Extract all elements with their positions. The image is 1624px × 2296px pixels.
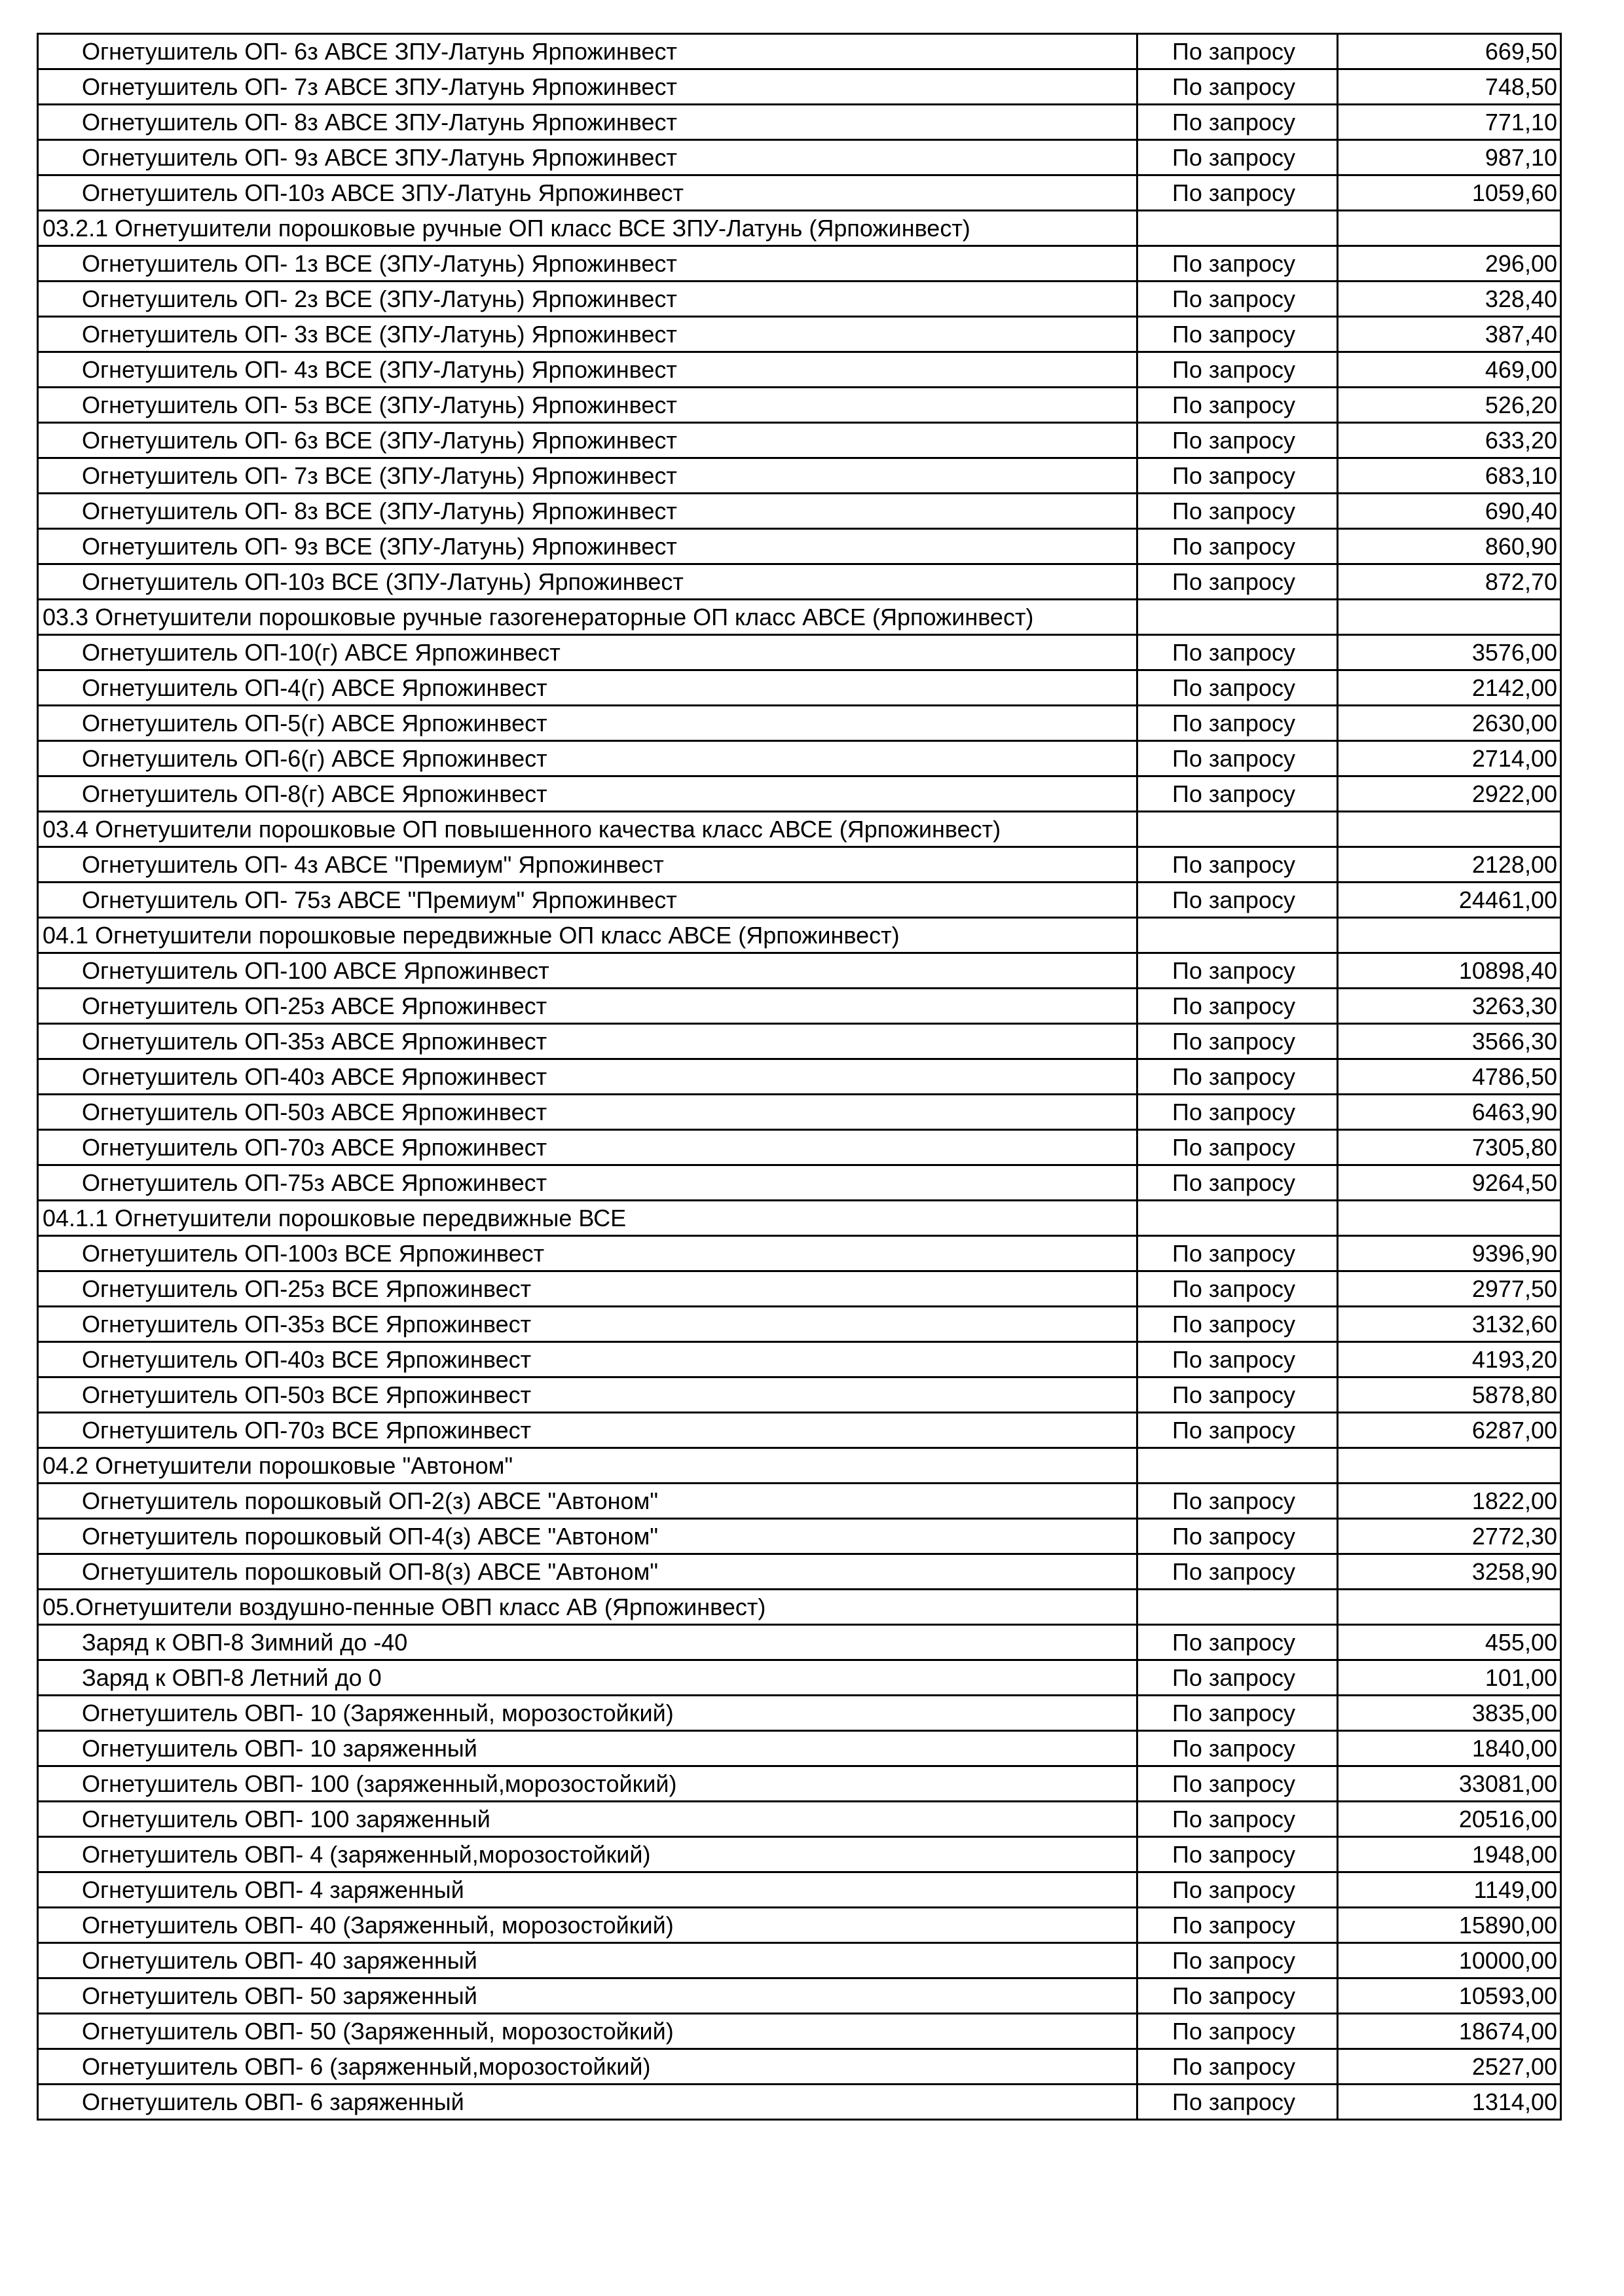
price-cell <box>1338 1201 1561 1236</box>
product-name-cell: Огнетушитель ОП- 9з АВСЕ ЗПУ-Латунь Ярпожинвест <box>38 140 1137 175</box>
price-cell <box>1338 1448 1561 1484</box>
product-name-cell: Огнетушитель ОВП- 10 заряженный <box>38 1731 1137 1766</box>
table-row <box>38 1908 1561 1943</box>
availability-cell: По запросу <box>1137 1165 1338 1201</box>
price-cell: 2922,00 <box>1338 776 1561 812</box>
availability-cell: По запросу <box>1137 776 1338 812</box>
availability-cell: По запросу <box>1137 494 1338 529</box>
table-row <box>38 246 1561 282</box>
table-row <box>38 282 1561 317</box>
price-cell: 3566,30 <box>1338 1024 1561 1059</box>
price-cell: 3263,30 <box>1338 989 1561 1024</box>
availability-cell: По запросу <box>1137 1059 1338 1095</box>
table-row <box>38 1660 1561 1696</box>
price-cell: 10000,00 <box>1338 1943 1561 1978</box>
availability-cell: По запросу <box>1137 706 1338 741</box>
product-name-cell: Огнетушитель ОВП- 100 заряженный <box>38 1802 1137 1837</box>
product-name-cell: Огнетушитель ОП- 75з АВСЕ "Премиум" Ярпожинвест <box>38 883 1137 918</box>
price-cell: 18674,00 <box>1338 2014 1561 2049</box>
availability-cell: По запросу <box>1137 246 1338 282</box>
availability-cell: По запросу <box>1137 1342 1338 1377</box>
product-name-cell: Огнетушитель ОП-100 АВСЕ Ярпожинвест <box>38 953 1137 989</box>
table-row <box>38 1059 1561 1095</box>
price-cell: 4193,20 <box>1338 1342 1561 1377</box>
price-cell: 872,70 <box>1338 564 1561 600</box>
availability-cell <box>1137 1590 1338 1625</box>
availability-cell <box>1137 211 1338 246</box>
price-cell: 771,10 <box>1338 105 1561 140</box>
product-name-cell: Огнетушитель ОП- 5з ВСЕ (ЗПУ-Латунь) Ярпожинвест <box>38 388 1137 423</box>
product-name-cell: Огнетушитель ОП-40з АВСЕ Ярпожинвест <box>38 1059 1137 1095</box>
product-name-cell: Огнетушитель порошковый ОП-4(з) АВСЕ "Автоном" <box>38 1519 1137 1554</box>
product-name-cell: Заряд к ОВП-8 Зимний до -40 <box>38 1625 1137 1660</box>
product-name-cell: Огнетушитель ОП- 2з ВСЕ (ЗПУ-Латунь) Ярпожинвест <box>38 282 1137 317</box>
availability-cell: По запросу <box>1137 458 1338 494</box>
section-title-cell: 05.Огнетушители воздушно-пенные ОВП класс АВ (Ярпожинвест) <box>38 1590 1137 1625</box>
price-cell: 2977,50 <box>1338 1271 1561 1307</box>
availability-cell <box>1137 918 1338 953</box>
availability-cell: По запросу <box>1137 1943 1338 1978</box>
section-header-row <box>38 211 1561 246</box>
table-row <box>38 1095 1561 1130</box>
table-row <box>38 458 1561 494</box>
price-cell: 20516,00 <box>1338 1802 1561 1837</box>
price-cell: 10898,40 <box>1338 953 1561 989</box>
section-title-cell: 04.1 Огнетушители порошковые передвижные ОП класс АВСЕ (Ярпожинвест) <box>38 918 1137 953</box>
price-cell: 987,10 <box>1338 140 1561 175</box>
price-cell: 526,20 <box>1338 388 1561 423</box>
table-row <box>38 1872 1561 1908</box>
product-name-cell: Огнетушитель ОП-70з ВСЕ Ярпожинвест <box>38 1413 1137 1448</box>
section-title-cell: 03.2.1 Огнетушители порошковые ручные ОП класс ВСЕ ЗПУ-Латунь (Ярпожинвест) <box>38 211 1137 246</box>
product-name-cell: Огнетушитель ОВП- 6 (заряженный,морозостойкий) <box>38 2049 1137 2085</box>
price-list-table <box>37 33 1562 2121</box>
availability-cell: По запросу <box>1137 883 1338 918</box>
availability-cell: По запросу <box>1137 1484 1338 1519</box>
product-name-cell: Огнетушитель ОП-4(г) АВСЕ Ярпожинвест <box>38 670 1137 706</box>
product-name-cell: Огнетушитель ОП-10з АВСЕ ЗПУ-Латунь Ярпожинвест <box>38 175 1137 211</box>
table-row <box>38 69 1561 105</box>
section-header-row <box>38 1448 1561 1484</box>
price-cell: 633,20 <box>1338 423 1561 458</box>
price-cell: 1314,00 <box>1338 2085 1561 2120</box>
product-name-cell: Огнетушитель ОП-5(г) АВСЕ Ярпожинвест <box>38 706 1137 741</box>
product-name-cell: Огнетушитель ОП- 4з ВСЕ (ЗПУ-Латунь) Ярпожинвест <box>38 352 1137 388</box>
product-name-cell: Огнетушитель ОП-100з ВСЕ Ярпожинвест <box>38 1236 1137 1271</box>
price-cell <box>1338 812 1561 847</box>
price-cell: 3835,00 <box>1338 1696 1561 1731</box>
availability-cell: По запросу <box>1137 529 1338 564</box>
availability-cell: По запросу <box>1137 635 1338 670</box>
table-row <box>38 1625 1561 1660</box>
product-name-cell: Огнетушитель ОП-10(г) АВСЕ Ярпожинвест <box>38 635 1137 670</box>
section-header-row <box>38 812 1561 847</box>
product-name-cell: Огнетушитель ОВП- 40 заряженный <box>38 1943 1137 1978</box>
table-row <box>38 883 1561 918</box>
availability-cell: По запросу <box>1137 1660 1338 1696</box>
price-cell: 669,50 <box>1338 34 1561 69</box>
product-name-cell: Огнетушитель ОП-25з АВСЕ Ярпожинвест <box>38 989 1137 1024</box>
product-name-cell: Огнетушитель порошковый ОП-2(з) АВСЕ "Автоном" <box>38 1484 1137 1519</box>
product-name-cell: Огнетушитель ОП- 6з АВСЕ ЗПУ-Латунь Ярпожинвест <box>38 34 1137 69</box>
product-name-cell: Огнетушитель ОП-50з АВСЕ Ярпожинвест <box>38 1095 1137 1130</box>
table-row <box>38 1377 1561 1413</box>
price-cell: 10593,00 <box>1338 1978 1561 2014</box>
table-row <box>38 105 1561 140</box>
product-name-cell: Огнетушитель ОВП- 10 (Заряженный, морозостойкий) <box>38 1696 1137 1731</box>
product-name-cell: Огнетушитель ОП- 8з АВСЕ ЗПУ-Латунь Ярпожинвест <box>38 105 1137 140</box>
product-name-cell: Огнетушитель ОП-25з ВСЕ Ярпожинвест <box>38 1271 1137 1307</box>
product-name-cell: Огнетушитель ОП- 3з ВСЕ (ЗПУ-Латунь) Ярпожинвест <box>38 317 1137 352</box>
product-name-cell: Огнетушитель ОП- 7з ВСЕ (ЗПУ-Латунь) Ярпожинвест <box>38 458 1137 494</box>
table-row <box>38 564 1561 600</box>
table-row <box>38 1731 1561 1766</box>
table-row <box>38 1413 1561 1448</box>
price-cell <box>1338 1590 1561 1625</box>
table-row <box>38 175 1561 211</box>
price-cell: 455,00 <box>1338 1625 1561 1660</box>
table-row <box>38 776 1561 812</box>
product-name-cell: Огнетушитель ОВП- 4 (заряженный,морозостойкий) <box>38 1837 1137 1872</box>
availability-cell: По запросу <box>1137 1271 1338 1307</box>
price-cell: 6287,00 <box>1338 1413 1561 1448</box>
price-cell: 690,40 <box>1338 494 1561 529</box>
table-row <box>38 706 1561 741</box>
price-cell: 2630,00 <box>1338 706 1561 741</box>
table-row <box>38 2014 1561 2049</box>
price-cell: 1840,00 <box>1338 1731 1561 1766</box>
section-title-cell: 03.4 Огнетушители порошковые ОП повышенного качества класс АВСЕ (Ярпожинвест) <box>38 812 1137 847</box>
price-cell: 2128,00 <box>1338 847 1561 883</box>
price-cell: 101,00 <box>1338 1660 1561 1696</box>
availability-cell: По запросу <box>1137 423 1338 458</box>
availability-cell: По запросу <box>1137 670 1338 706</box>
availability-cell: По запросу <box>1137 953 1338 989</box>
table-row <box>38 423 1561 458</box>
section-header-row <box>38 1590 1561 1625</box>
price-list-body <box>38 34 1561 2120</box>
availability-cell: По запросу <box>1137 2049 1338 2085</box>
price-cell: 9396,90 <box>1338 1236 1561 1271</box>
price-cell: 1822,00 <box>1338 1484 1561 1519</box>
table-row <box>38 635 1561 670</box>
table-row <box>38 2085 1561 2120</box>
table-row <box>38 1024 1561 1059</box>
availability-cell: По запросу <box>1137 1413 1338 1448</box>
price-cell <box>1338 211 1561 246</box>
availability-cell: По запросу <box>1137 1095 1338 1130</box>
availability-cell: По запросу <box>1137 352 1338 388</box>
product-name-cell: Огнетушитель ОП- 4з АВСЕ "Премиум" Ярпожинвест <box>38 847 1137 883</box>
price-cell: 7305,80 <box>1338 1130 1561 1165</box>
price-cell: 24461,00 <box>1338 883 1561 918</box>
product-name-cell: Огнетушитель ОВП- 100 (заряженный,морозостойкий) <box>38 1766 1137 1802</box>
price-cell: 33081,00 <box>1338 1766 1561 1802</box>
table-row <box>38 847 1561 883</box>
availability-cell: По запросу <box>1137 1625 1338 1660</box>
availability-cell <box>1137 1201 1338 1236</box>
price-cell: 2527,00 <box>1338 2049 1561 2085</box>
price-cell: 6463,90 <box>1338 1095 1561 1130</box>
availability-cell: По запросу <box>1137 317 1338 352</box>
table-row <box>38 388 1561 423</box>
availability-cell: По запросу <box>1137 388 1338 423</box>
price-cell: 1948,00 <box>1338 1837 1561 1872</box>
product-name-cell: Огнетушитель ОП-50з ВСЕ Ярпожинвест <box>38 1377 1137 1413</box>
availability-cell: По запросу <box>1137 1908 1338 1943</box>
section-title-cell: 04.1.1 Огнетушители порошковые передвижные ВСЕ <box>38 1201 1137 1236</box>
price-cell: 3576,00 <box>1338 635 1561 670</box>
availability-cell: По запросу <box>1137 1024 1338 1059</box>
table-row <box>38 1837 1561 1872</box>
availability-cell: По запросу <box>1137 1130 1338 1165</box>
availability-cell: По запросу <box>1137 1978 1338 2014</box>
price-cell: 296,00 <box>1338 246 1561 282</box>
table-row <box>38 352 1561 388</box>
availability-cell: По запросу <box>1137 1837 1338 1872</box>
availability-cell: По запросу <box>1137 140 1338 175</box>
product-name-cell: Огнетушитель порошковый ОП-8(з) АВСЕ "Автоном" <box>38 1554 1137 1590</box>
product-name-cell: Огнетушитель ОП- 6з ВСЕ (ЗПУ-Латунь) Ярпожинвест <box>38 423 1137 458</box>
product-name-cell: Огнетушитель ОП-75з АВСЕ Ярпожинвест <box>38 1165 1137 1201</box>
table-row <box>38 1307 1561 1342</box>
availability-cell: По запросу <box>1137 847 1338 883</box>
availability-cell: По запросу <box>1137 1377 1338 1413</box>
price-cell <box>1338 600 1561 635</box>
product-name-cell: Огнетушитель ОП- 7з АВСЕ ЗПУ-Латунь Ярпожинвест <box>38 69 1137 105</box>
table-row <box>38 2049 1561 2085</box>
table-row <box>38 1271 1561 1307</box>
availability-cell: По запросу <box>1137 175 1338 211</box>
price-cell: 748,50 <box>1338 69 1561 105</box>
price-cell: 3132,60 <box>1338 1307 1561 1342</box>
table-row <box>38 953 1561 989</box>
table-row <box>38 34 1561 69</box>
table-row <box>38 1766 1561 1802</box>
table-row <box>38 1130 1561 1165</box>
product-name-cell: Заряд к ОВП-8 Летний до 0 <box>38 1660 1137 1696</box>
product-name-cell: Огнетушитель ОП-8(г) АВСЕ Ярпожинвест <box>38 776 1137 812</box>
product-name-cell: Огнетушитель ОП- 1з ВСЕ (ЗПУ-Латунь) Ярпожинвест <box>38 246 1137 282</box>
table-row <box>38 1802 1561 1837</box>
availability-cell <box>1137 1448 1338 1484</box>
product-name-cell: Огнетушитель ОП-10з ВСЕ (ЗПУ-Латунь) Ярпожинвест <box>38 564 1137 600</box>
product-name-cell: Огнетушитель ОП-35з ВСЕ Ярпожинвест <box>38 1307 1137 1342</box>
price-cell: 683,10 <box>1338 458 1561 494</box>
price-cell: 3258,90 <box>1338 1554 1561 1590</box>
table-row <box>38 140 1561 175</box>
price-cell: 4786,50 <box>1338 1059 1561 1095</box>
price-cell: 860,90 <box>1338 529 1561 564</box>
price-cell: 15890,00 <box>1338 1908 1561 1943</box>
table-row <box>38 1519 1561 1554</box>
availability-cell <box>1137 812 1338 847</box>
product-name-cell: Огнетушитель ОП-70з АВСЕ Ярпожинвест <box>38 1130 1137 1165</box>
price-cell: 5878,80 <box>1338 1377 1561 1413</box>
table-row <box>38 1236 1561 1271</box>
price-cell: 387,40 <box>1338 317 1561 352</box>
table-row <box>38 1484 1561 1519</box>
availability-cell: По запросу <box>1137 2085 1338 2120</box>
availability-cell <box>1137 600 1338 635</box>
availability-cell: По запросу <box>1137 741 1338 776</box>
availability-cell: По запросу <box>1137 69 1338 105</box>
availability-cell: По запросу <box>1137 989 1338 1024</box>
availability-cell: По запросу <box>1137 1872 1338 1908</box>
availability-cell: По запросу <box>1137 2014 1338 2049</box>
table-row <box>38 494 1561 529</box>
availability-cell: По запросу <box>1137 1519 1338 1554</box>
product-name-cell: Огнетушитель ОВП- 50 заряженный <box>38 1978 1137 2014</box>
price-cell: 469,00 <box>1338 352 1561 388</box>
table-row <box>38 670 1561 706</box>
price-cell: 2142,00 <box>1338 670 1561 706</box>
product-name-cell: Огнетушитель ОВП- 40 (Заряженный, морозостойкий) <box>38 1908 1137 1943</box>
availability-cell: По запросу <box>1137 282 1338 317</box>
table-row <box>38 1978 1561 2014</box>
price-cell: 1059,60 <box>1338 175 1561 211</box>
price-cell: 328,40 <box>1338 282 1561 317</box>
availability-cell: По запросу <box>1137 1766 1338 1802</box>
availability-cell: По запросу <box>1137 34 1338 69</box>
table-row <box>38 529 1561 564</box>
product-name-cell: Огнетушитель ОП-6(г) АВСЕ Ярпожинвест <box>38 741 1137 776</box>
availability-cell: По запросу <box>1137 1696 1338 1731</box>
product-name-cell: Огнетушитель ОП-35з АВСЕ Ярпожинвест <box>38 1024 1137 1059</box>
section-header-row <box>38 918 1561 953</box>
table-row <box>38 1943 1561 1978</box>
table-row <box>38 741 1561 776</box>
product-name-cell: Огнетушитель ОП-40з ВСЕ Ярпожинвест <box>38 1342 1137 1377</box>
availability-cell: По запросу <box>1137 564 1338 600</box>
availability-cell: По запросу <box>1137 1554 1338 1590</box>
availability-cell: По запросу <box>1137 1731 1338 1766</box>
section-header-row <box>38 600 1561 635</box>
availability-cell: По запросу <box>1137 1802 1338 1837</box>
price-cell: 2772,30 <box>1338 1519 1561 1554</box>
product-name-cell: Огнетушитель ОП- 9з ВСЕ (ЗПУ-Латунь) Ярпожинвест <box>38 529 1137 564</box>
table-row <box>38 317 1561 352</box>
section-title-cell: 04.2 Огнетушители порошковые "Автоном" <box>38 1448 1137 1484</box>
table-row <box>38 1554 1561 1590</box>
price-cell: 9264,50 <box>1338 1165 1561 1201</box>
product-name-cell: Огнетушитель ОВП- 4 заряженный <box>38 1872 1137 1908</box>
section-header-row <box>38 1201 1561 1236</box>
price-cell <box>1338 918 1561 953</box>
product-name-cell: Огнетушитель ОВП- 50 (Заряженный, морозостойкий) <box>38 2014 1137 2049</box>
price-cell: 2714,00 <box>1338 741 1561 776</box>
availability-cell: По запросу <box>1137 1236 1338 1271</box>
product-name-cell: Огнетушитель ОП- 8з ВСЕ (ЗПУ-Латунь) Ярпожинвест <box>38 494 1137 529</box>
table-row <box>38 1165 1561 1201</box>
table-row <box>38 989 1561 1024</box>
section-title-cell: 03.3 Огнетушители порошковые ручные газогенераторные ОП класс АВСЕ (Ярпожинвест) <box>38 600 1137 635</box>
table-row <box>38 1342 1561 1377</box>
table-row <box>38 1696 1561 1731</box>
product-name-cell: Огнетушитель ОВП- 6 заряженный <box>38 2085 1137 2120</box>
availability-cell: По запросу <box>1137 1307 1338 1342</box>
price-cell: 1149,00 <box>1338 1872 1561 1908</box>
availability-cell: По запросу <box>1137 105 1338 140</box>
